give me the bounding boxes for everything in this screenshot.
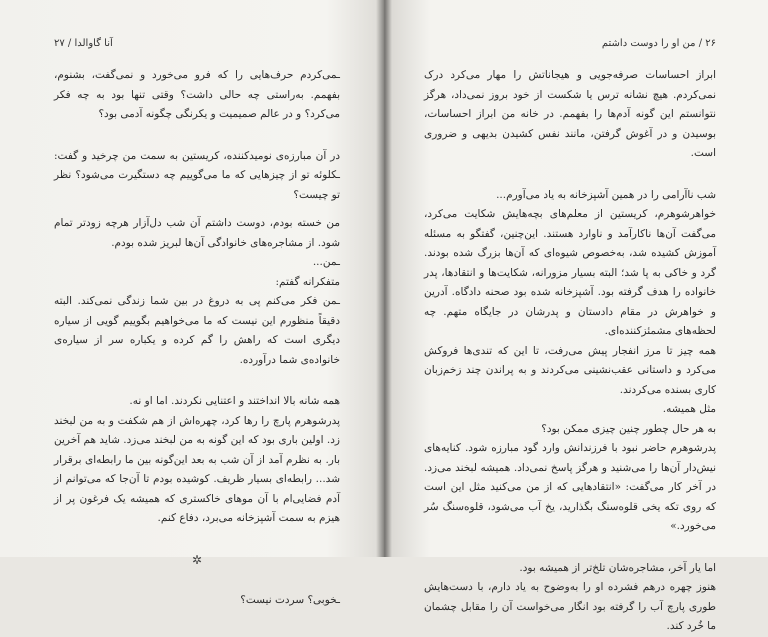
left-paragraph-6: ـمن فکر می‌کنم پی به دروغ در بین شما زندگی نمی‌کند. البته دقیقاً منظورم این نیست که ما می‌خواهیم بگوییم گویی از سیاره دیگری است که راهش را گم کرده و یکباره سر از سیاره‌ی خانواده‌ی شما درآورده. (54, 295, 340, 366)
left-paragraph-8: پدرشوهرم پارچ را رها کرد، چهره‌اش از هم شکفت و به من لبخند زد. اولین باری بود که این گونه به من لبخند می‌زد. شاید هم آخرین بار. به نظرم آمد از آن شب به بعد این‌گونه بین ما رابطه‌ای برقرار شد... رابطه‌ای بسیار ظریف. کوشیده بودم تا آن‌جا که می‌توانم از آدم فضایی‌ام با آن موهای خاکستری که همیشه یک فرغون پر از هیزم به سمت آشپزخانه می‌برد، دفاع کنم. (54, 414, 340, 524)
left-page (0, 0, 384, 606)
right-page-body (424, 66, 716, 637)
section-ornament-icon: ✲ (191, 552, 203, 567)
right-paragraph-4: همه چیز تا مرز انفجار پیش می‌رفت، تا این که تندی‌ها فروکش می‌کرد و داستانی عقب‌نشینی می‌کردند و به پراندن چند زخم‌زبان کاری بسنده می‌کردند. (424, 344, 716, 396)
right-page (384, 0, 768, 632)
right-page-header: ۲۶ / من او را دوست داشتم (601, 38, 716, 49)
left-paragraph-4: ـمن... (312, 256, 340, 268)
left-page-body (54, 66, 340, 610)
left-paragraph-7: همه شانه بالا انداختند و اعتنایی نکردند. اما او نه. (129, 395, 340, 407)
right-paragraph-5: مثل همیشه. (662, 403, 716, 415)
right-paragraph-6: به هر حال چطور چنین چیزی ممکن بود؟ (541, 422, 716, 435)
left-page-header: آنا گاوالدا / ۲۷ (54, 38, 113, 49)
left-paragraph-3: من خسته بودم، دوست داشتم آن شب دل‌آزار هرچه زودتر تمام شود. از مشاجره‌های خانوادگی آن‌ها لبریز شده بودم. (54, 217, 340, 249)
right-paragraph-1: ابراز احساسات صرفه‌جویی و هیجاناتش را مهار می‌کرد درک نمی‌کردم. هیچ نشانه ترس یا شکست از خود بروز نمی‌داد، هرگز نتوانستم این گونه آدم‌ها را بفهمم. در خانه من ابراز احساسات، بوسیدن و در آغوش گرفتن، مانند نفس کشیدن بدیهی و ضروری است. (424, 69, 716, 159)
left-paragraph-1: ـمی‌کردم حرف‌هایی را که فرو می‌خورد و نمی‌گفت، بشنوم، بفهمم. به‌راستی چه حالی داشت؟ وقتی تنها بود به چه فکر می‌کرد؟ و در عالم صمیمیت و یکرنگی چگونه آدمی بود؟ (54, 69, 340, 120)
right-paragraph-3: خواهرشوهرم، کریستین از معلم‌های بچه‌هایش شکایت می‌کرد، می‌گفت آن‌ها ناکارآمد و ناوارد هستند. این‌چنین، گفتگو به مسئله آموزش کشیده شد، به‌خصوص شیوه‌ای که آن‌ها بزرگ شده بودند. گرد و خاکی به پا شد؛ البته بسیار مزورانه، شکایت‌ها و انتقادها، پدر خانواده را هدف گرفته بود. آشپزخانه شده بود صحنه دادگاه. آدرین و خواهرش در مقام دادستان و پدرشان در جایگاه متهم. چه لحظه‌های مشمئزکننده‌ای. (424, 208, 716, 337)
right-paragraph-8: اما یار آخر، مشاجره‌شان تلخ‌تر از همیشه بود. (519, 561, 716, 574)
right-paragraph-7: پدرشوهرم حاضر نبود با فرزندانش وارد گود مبارزه شود. کنایه‌های نیش‌دار آن‌ها را می‌شنید و هرگز پاسخ نمی‌داد. همیشه لبخند می‌زد. در آخر کار می‌گفت: «انتقادهایی که از من می‌کنید مثل این است که روی تکه یخی قلوه‌سنگ بگذارید، یخ آب می‌شود، قلوه‌سنگ سُر می‌خورد.» (424, 442, 716, 532)
left-paragraph-9: ـخوبی؟ سردت نیست؟ (240, 593, 340, 606)
right-paragraph-2: شب ناآرامی را در همین آشپزخانه به یاد می‌آورم... (496, 188, 716, 201)
right-paragraph-9: هنوز چهره درهم فشرده او را به‌وضوح به یاد دارم، با دست‌هایش طوری پارچ آب را گرفته بود انگار می‌خواست آن را مقابل چشمان ما خُرد کند. (424, 581, 716, 632)
left-paragraph-5: متفکرانه گفتم: (275, 275, 340, 288)
left-paragraph-2: در آن مبارزه‌ی نومیدکننده، کریستین به سمت من چرخید و گفت: ـکلوئه تو از چیزهایی که ما می‌گوییم چه دستگیرت می‌شود؟ نظر تو چیست؟ (54, 149, 340, 201)
